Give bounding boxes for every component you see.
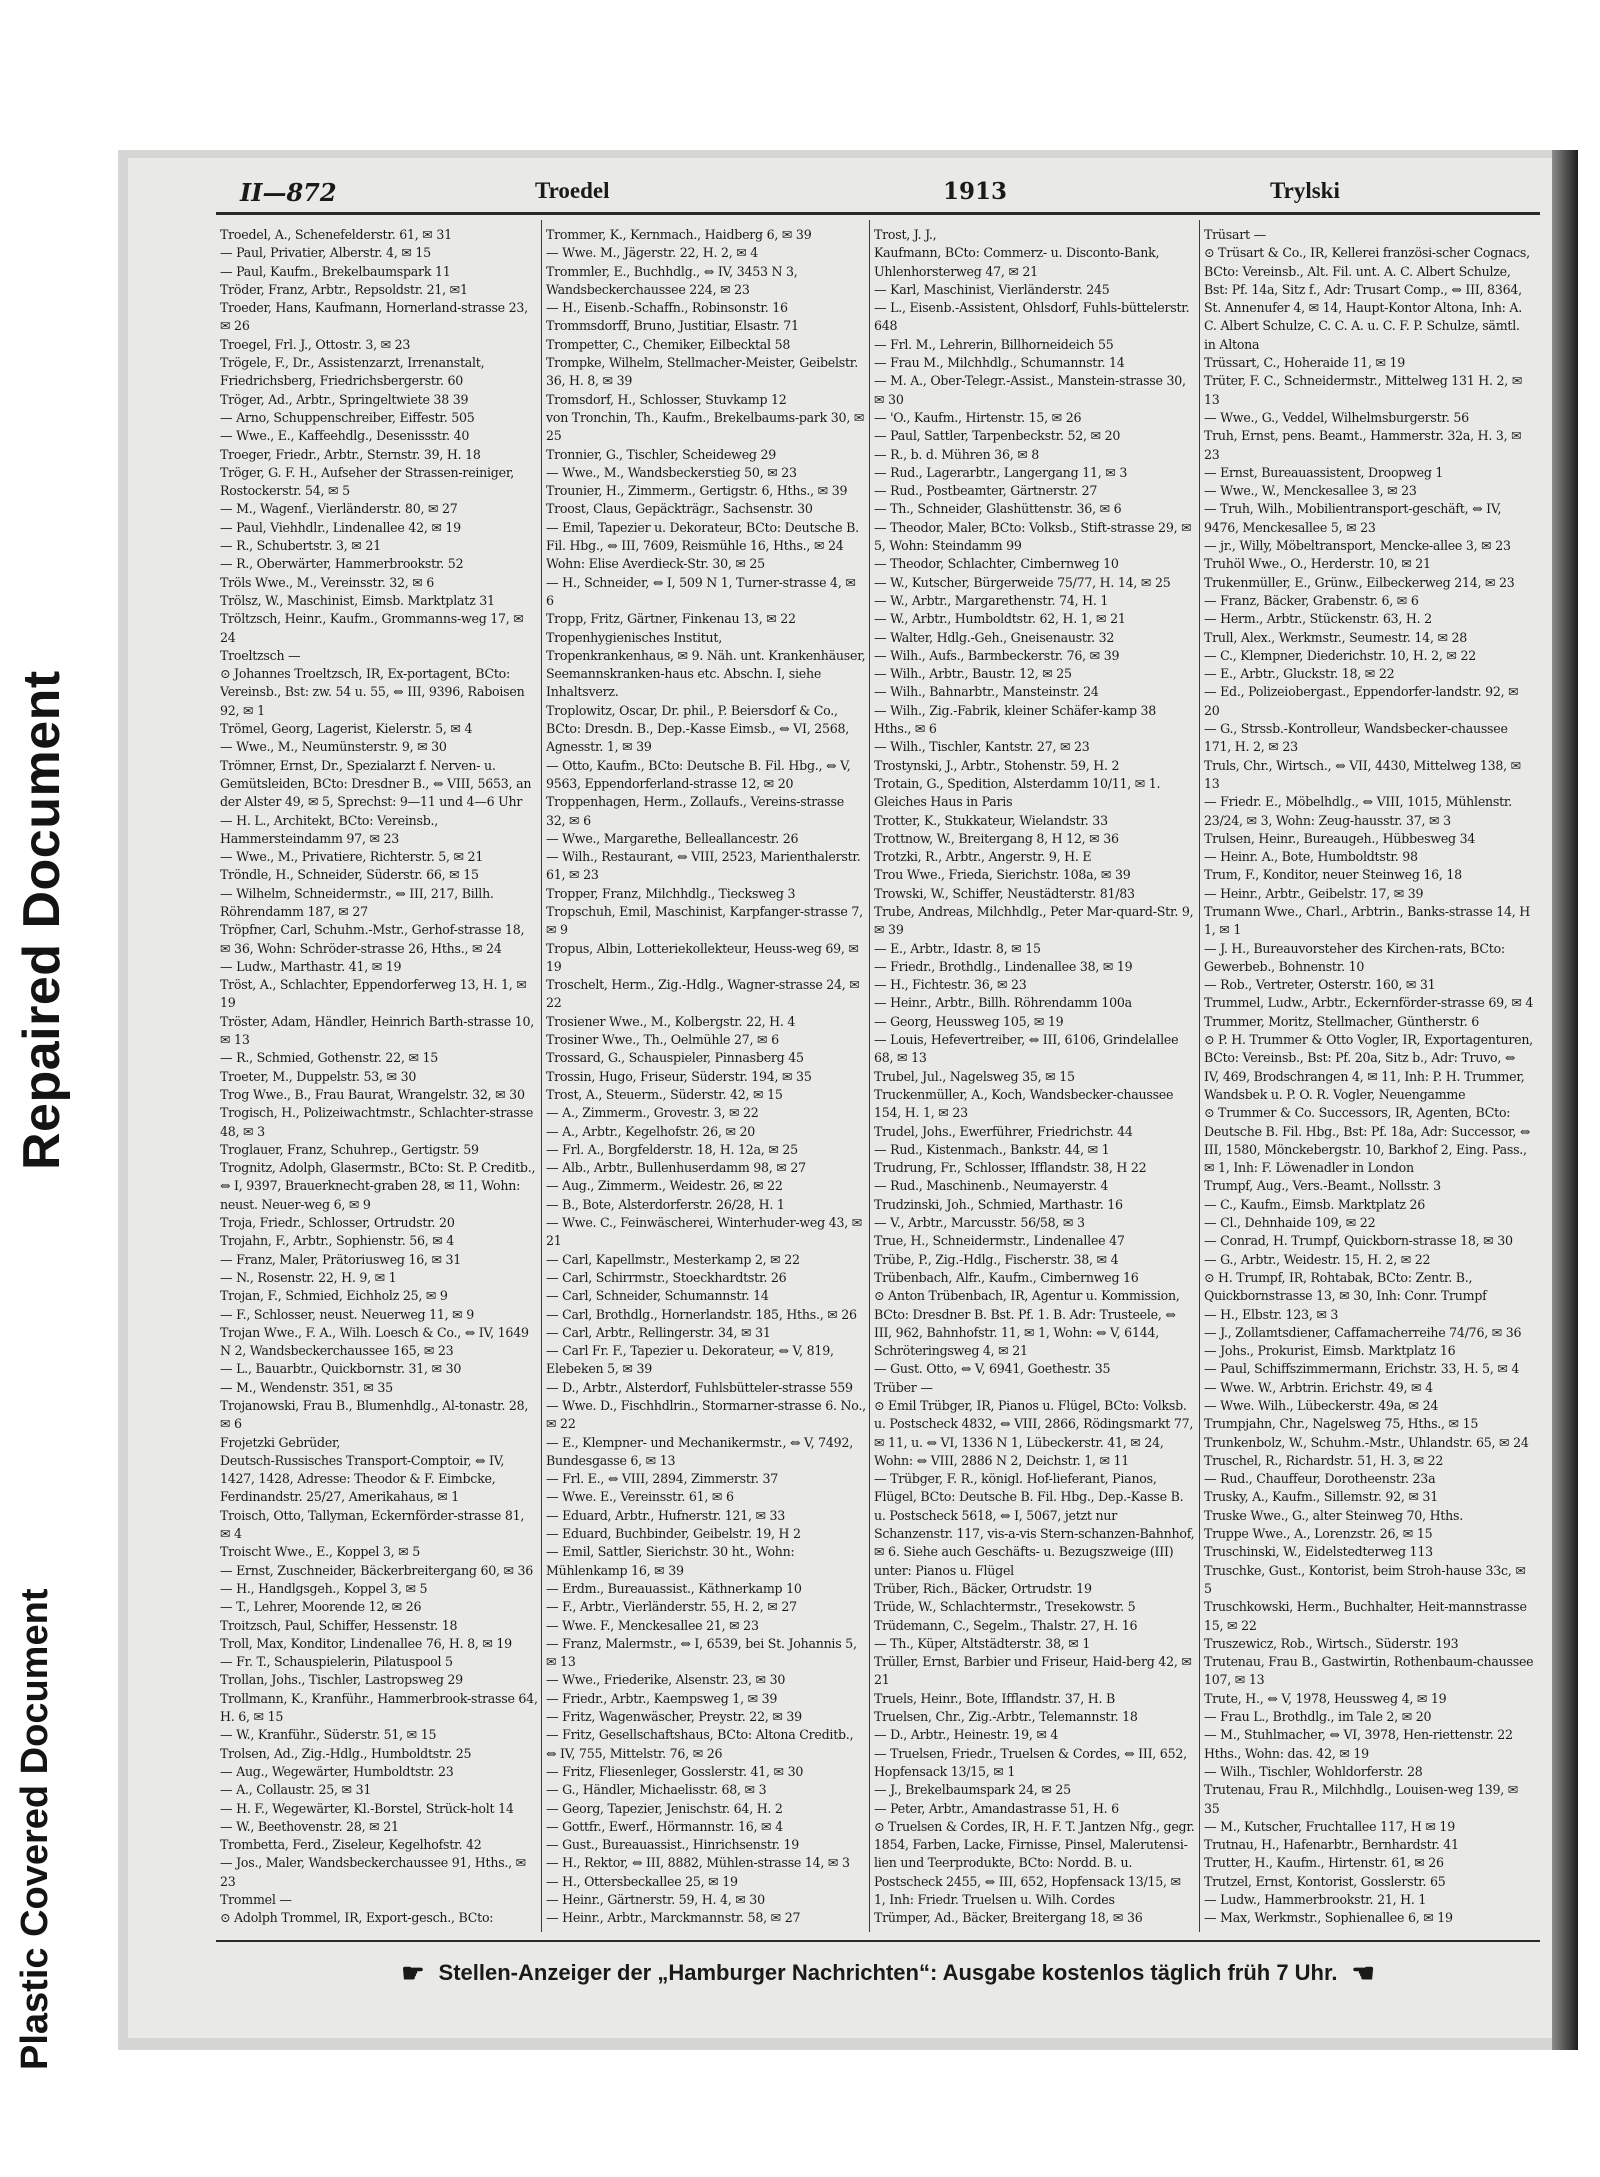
directory-entry: — Wwe. E., Vereinsstr. 61, ✉ 6 <box>546 1489 734 1505</box>
pointing-hand-icon: ☛ <box>401 1957 425 1988</box>
directory-entry: — W., Kutscher, Bürgerweide 75/77, H. 14, ✉ 25 <box>874 574 1171 590</box>
directory-entry: Trummer, Moritz, Stellmacher, Güntherstr. 6 <box>1204 1013 1479 1029</box>
directory-entry: Troischt Wwe., E., Koppel 3, ✉ 5 <box>220 1544 420 1560</box>
directory-entry: — Jos., Maler, Wandsbeckerchaussee 91, Hths., ✉ 23 <box>220 1855 526 1889</box>
directory-entry: Frojetzki Gebrüder, <box>220 1434 341 1450</box>
directory-entry: — Aug., Zimmerm., Weidestr. 26, ✉ 22 <box>546 1178 783 1194</box>
directory-entry: — Rud., Lagerarbtr., Langergang 11, ✉ 3 <box>874 464 1128 480</box>
directory-entry: Troja, Friedr., Schlosser, Ortrudstr. 20 <box>220 1215 455 1231</box>
directory-entry: ⊙ Adolph Trommel, IR, Export-gesch., BCto: <box>220 1910 494 1926</box>
directory-entry: — E., Arbtr., Idastr. 8, ✉ 15 <box>874 940 1041 956</box>
directory-entry: — Carl Fr. F., Tapezier u. Dekorateur, ⇔ V, 819, Elebeken 5, ✉ 39 <box>546 1343 834 1377</box>
directory-entry: Kaufmann, BCto: Commerz- u. Disconto-Bank, Uhlenhorsterweg 47, ✉ 21 <box>874 245 1160 279</box>
directory-entry: Trutenau, Frau B., Gastwirtin, Rothenbaum-chaussee 107, ✉ 13 <box>1204 1654 1534 1688</box>
directory-entry: — Paul, Privatier, Alberstr. 4, ✉ 15 <box>220 245 431 261</box>
directory-entry: Truszewicz, Rob., Wirtsch., Süderstr. 193 <box>1204 1635 1459 1651</box>
directory-entry: — L., Bauarbtr., Quickbornstr. 31, ✉ 30 <box>220 1361 462 1377</box>
directory-entry: — Fritz, Fliesenleger, Gosslerstr. 41, ✉ 30 <box>546 1763 804 1779</box>
edition-year: 1913 <box>943 178 1008 205</box>
directory-entry: — H. F., Wegewärter, Kl.-Borstel, Strück-holt 14 <box>220 1800 514 1816</box>
directory-entry: ⊙ Johannes Troeltzsch, IR, Ex-portagent, BCto: Vereinsb., Bst: zw. 54 u. 55, ⇔ III, 9396, Raboisen 92, ✉ 1 <box>220 666 525 718</box>
directory-entry: — Wwe., Margarethe, Belleallancestr. 26 <box>546 830 799 846</box>
directory-entry: — Wilh., Arbtr., Baustr. 12, ✉ 25 <box>874 666 1072 682</box>
running-head <box>240 178 1530 212</box>
directory-entry: Troll, Max, Konditor, Lindenallee 76, H. 8, ✉ 19 <box>220 1635 512 1651</box>
directory-entry: — E., Arbtr., Gluckstr. 18, ✉ 22 <box>1204 666 1395 682</box>
directory-entry: — Gust. Otto, ⇔ V, 6941, Goethestr. 35 <box>874 1361 1111 1377</box>
directory-entry: Trojahn, F., Arbtr., Sophienstr. 56, ✉ 4 <box>220 1233 455 1249</box>
directory-entry: Truschke, Gust., Kontorist, beim Stroh-hause 33c, ✉ 5 <box>1204 1562 1526 1596</box>
directory-entry: ⊙ P. H. Trummer & Otto Vogler, IR, Exportagenturen, BCto: Vereinsb., Bst: Pf. 20a, Sitz b., Adr: Truvo, ⇔ IV, 469, Brodschrangen 4, ✉ 11, Inh: P. H. Trummer, Wandsbek u. P. O. R. Vogler, Neuengamme <box>1204 1032 1533 1102</box>
directory-entry: Trommer, K., Kernmach., Haidberg 6, ✉ 39 <box>546 227 812 242</box>
footer-rule <box>216 1940 1540 1942</box>
directory-entry: — Carl, Schirrmstr., Stoeckhardtstr. 26 <box>546 1269 787 1285</box>
directory-entry: Trutnau, H., Hafenarbtr., Bernhardstr. 41 <box>1204 1837 1459 1853</box>
directory-entry: — Cl., Dehnhaide 109, ✉ 22 <box>1204 1215 1376 1231</box>
directory-entry: ⊙ H. Trumpf, IR, Rohtabak, BCto: Zentr. B., Quickbornstrasse 13, ✉ 30, Inh: Conr. Trumpf <box>1204 1269 1487 1304</box>
page-edge-shadow <box>1552 150 1578 2050</box>
directory-entry: — H., Elbstr. 123, ✉ 3 <box>1204 1306 1339 1322</box>
directory-entry: Trölsz, W., Maschinist, Eimsb. Marktplatz 31 <box>220 592 495 608</box>
directory-entry: Trottnow, W., Breitergang 8, H 12, ✉ 36 <box>874 830 1119 846</box>
directory-entry: — Wilh., Restaurant, ⇔ VIII, 2523, Marienthalerstr. 61, ✉ 23 <box>546 849 861 883</box>
directory-entry: Trotzki, R., Arbtr., Angerstr. 9, H. E <box>874 849 1092 865</box>
directory-entry: Trompke, Wilhelm, Stellmacher-Meister, Geibelstr. 36, H. 8, ✉ 39 <box>546 355 858 389</box>
directory-entry: Trompetter, C., Chemiker, Eilbecktal 58 <box>546 336 791 352</box>
directory-entry: Tröder, Franz, Arbtr., Repsoldstr. 21, ✉1 <box>220 281 468 297</box>
directory-entry: Tröster, Adam, Händler, Heinrich Barth-strasse 10, ✉ 13 <box>220 1013 534 1048</box>
directory-entry: Trull, Alex., Werkmstr., Seumestr. 14, ✉ 28 <box>1204 629 1468 645</box>
directory-entry: — Wilh., Tischler, Kantstr. 27, ✉ 23 <box>874 739 1090 755</box>
directory-entry: — Emil, Sattler, Sierichstr. 30 ht., Wohn: Mühlenkamp 16, ✉ 39 <box>546 1544 795 1578</box>
directory-entry: Trummel, Ludw., Arbtr., Eckernförder-strasse 69, ✉ 4 <box>1204 995 1534 1011</box>
directory-entry: Trögele, F., Dr., Assistenzarzt, Irrenanstalt, Friedrichsberg, Friedrichsbergerstr. 60 <box>220 355 485 389</box>
directory-entry: — M., Stuhlmacher, ⇔ VI, 3978, Hen-riettenstr. 22 Hths., Wohn: das. 42, ✉ 19 <box>1204 1727 1513 1761</box>
directory-entry: Tröst, A., Schlachter, Eppendorferweg 13, H. 1, ✉ 19 <box>220 977 527 1011</box>
directory-entry: Troschelt, Herm., Zig.-Hdlg., Wagner-strasse 24, ✉ 22 <box>546 977 860 1011</box>
directory-column-4 <box>1204 226 1534 1926</box>
directory-entry: — Wwe. D., Fischhdlrin., Stormarner-strasse 6. No., ✉ 22 <box>546 1398 866 1432</box>
directory-entry: Trunkenbolz, W., Schuhm.-Mstr., Uhlandstr. 65, ✉ 24 <box>1204 1434 1529 1450</box>
directory-entry: Truschinski, W., Eidelstedterweg 113 <box>1204 1544 1433 1560</box>
directory-entry: — A., Arbtr., Kegelhofstr. 26, ✉ 20 <box>546 1123 756 1139</box>
directory-entry: — Erdm., Bureauassist., Käthnerkamp 10 <box>546 1580 802 1596</box>
directory-entry: Trutter, H., Kaufm., Hirtenstr. 61, ✉ 26 <box>1204 1855 1444 1871</box>
guide-word-first: Troedel <box>535 178 610 203</box>
directory-entry: — Heinr., Arbtr., Geibelstr. 17, ✉ 39 <box>1204 885 1424 901</box>
directory-entry: — Friedr. E., Möbelhdlg., ⇔ VIII, 1015, Mühlenstr. 23/24, ✉ 3, Wohn: Zeug-hausstr. 37, ✉ 3 <box>1204 794 1513 828</box>
directory-entry: — M., Wagenf., Vierländerstr. 80, ✉ 27 <box>220 501 458 517</box>
directory-entry: — Franz, Bäcker, Grabenstr. 6, ✉ 6 <box>1204 592 1419 608</box>
directory-entry: Trolsen, Ad., Zig.-Hdlg., Humboldtstr. 25 <box>220 1745 472 1761</box>
directory-entry: Deutsch-Russisches Transport-Comptoir, ⇔ IV, 1427, 1428, Adresse: Theodor & F. Eimbcke, Ferdinandstr. 25/27, Amerikahaus, ✉ 1 <box>220 1452 505 1505</box>
directory-entry: — Wwe., M., Neumünsterstr. 9, ✉ 30 <box>220 739 447 755</box>
directory-entry: Trojan Wwe., F. A., Wilh. Loesch & Co., ⇔ IV, 1649 N 2, Wandsbeckerchaussee 165, ✉ 23 <box>220 1324 529 1359</box>
directory-entry: — Heinr., Arbtr., Billh. Röhrendamm 100a <box>874 995 1132 1011</box>
directory-entry: — Wwe. F., Menckesallee 21, ✉ 23 <box>546 1617 759 1633</box>
directory-entry: — T., Lehrer, Moorende 12, ✉ 26 <box>220 1599 422 1615</box>
directory-entry: Tronnier, G., Tischler, Scheideweg 29 <box>546 446 777 462</box>
directory-entry: Trostynski, J., Arbtr., Stohenstr. 59, H. 2 <box>874 757 1120 773</box>
directory-entry: Tropenkrankenhaus, ✉ 9. Näh. unt. Krankenhäuser, Seemannskranken-haus etc. Abschn. I, siehe Inhaltsverz. <box>546 647 866 700</box>
directory-entry: — Wwe. M., Jägerstr. 22, H. 2, ✉ 4 <box>546 245 759 261</box>
directory-entry: Troeter, M., Duppelstr. 53, ✉ 30 <box>220 1068 417 1084</box>
directory-entry: — Gust., Bureauassist., Hinrichsenstr. 19 <box>546 1837 800 1853</box>
directory-entry: — Otto, Kaufm., BCto: Deutsche B. Fil. Hbg., ⇔ V, 9563, Eppendorferland-strasse 12, ✉ 20 <box>546 757 851 791</box>
directory-entry: — Alb., Arbtr., Bullenhuserdamm 98, ✉ 27 <box>546 1160 806 1176</box>
directory-entry: — Rud., Postbeamter, Gärtnerstr. 27 <box>874 483 1098 499</box>
directory-entry: — Frau M., Milchhdlg., Schumannstr. 14 <box>874 355 1125 371</box>
directory-entry: Trollmann, K., Kranführ., Hammerbrook-strasse 64, H. 6, ✉ 15 <box>220 1690 538 1725</box>
directory-entry: — Eduard, Arbtr., Hufnerstr. 121, ✉ 33 <box>546 1507 786 1523</box>
directory-entry: — W., Beethovenstr. 28, ✉ 21 <box>220 1818 399 1834</box>
directory-entry: Troppenhagen, Herm., Zollaufs., Vereins-strasse 32, ✉ 6 <box>546 794 844 828</box>
directory-entry: Trost, A., Steuerm., Süderstr. 42, ✉ 15 <box>546 1086 783 1102</box>
directory-entry: Troeder, Hans, Kaufmann, Hornerland-strasse 23, ✉ 26 <box>220 300 528 334</box>
directory-entry: ⊙ Anton Trübenbach, IR, Agentur u. Kommission, BCto: Dresdner B. Bst. Pf. 1. B. Adr: Trusteele, ⇔ III, 962, Bahnhofstr. 11, ✉ 1, Wohn: ⇔ V, 6144, Schröteringsweg 4, ✉ 21 <box>874 1288 1180 1359</box>
directory-entry: Trüssart, C., Hoheraide 11, ✉ 19 <box>1204 355 1406 371</box>
directory-entry: — H., Eisenb.-Schaffn., Robinsonstr. 16 <box>546 300 788 316</box>
column-divider <box>541 220 542 1932</box>
directory-entry: Trutenau, Frau R., Milchhdlg., Louisen-weg 139, ✉ 35 <box>1204 1782 1519 1816</box>
pointing-hand-icon: ☚ <box>1351 1957 1375 1988</box>
directory-column-2 <box>546 226 866 1926</box>
directory-entry: Truppe Wwe., A., Lorenzstr. 26, ✉ 15 <box>1204 1526 1433 1542</box>
directory-entry: — Franz, Maler, Prätoriusweg 16, ✉ 31 <box>220 1251 462 1267</box>
directory-entry: — C., Kaufm., Eimsb. Marktplatz 26 <box>1204 1196 1426 1212</box>
directory-entry: Trusky, A., Kaufm., Sillemstr. 92, ✉ 31 <box>1204 1489 1438 1505</box>
directory-entry: Truckenmüller, A., Koch, Wandsbecker-chaussee 154, H. 1, ✉ 23 <box>874 1086 1174 1121</box>
directory-entry: — J., Zollamtsdiener, Caffamacherreihe 74/76, ✉ 36 <box>1204 1324 1522 1340</box>
directory-entry: Trulsen, Heinr., Bureaugeh., Hübbesweg 34 <box>1204 830 1476 846</box>
directory-entry: Trommler, E., Buchhdlg., ⇔ IV, 3453 N 3, Wandsbeckerchaussee 224, ✉ 23 <box>546 263 798 297</box>
guide-word-last: Trylski <box>1270 178 1340 203</box>
directory-entry: — Friedr., Brothdlg., Lindenallee 38, ✉ 19 <box>874 958 1133 974</box>
directory-entry: Truh, Ernst, pens. Beamt., Hammerstr. 32a, H. 3, ✉ 23 <box>1204 428 1522 462</box>
directory-entry: ⊙ Emil Trübger, IR, Pianos u. Flügel, BCto: Volksb. u. Postscheck 4832, ⇔ VIII, 2866, Rödingsmarkt 77, ✉ 11, u. ⇔ VI, 1336 N 1, Lübeckerstr. 41, ✉ 24, Wohn: ⇔ VIII, 2886 N 2, Deichstr. 1, ✉ 11 <box>874 1398 1194 1468</box>
directory-entry: Troglauer, Franz, Schuhrep., Gertigstr. 59 <box>220 1141 479 1157</box>
directory-entry: Trumpjahn, Chr., Nagelsweg 75, Hths., ✉ 15 <box>1204 1416 1479 1432</box>
directory-entry: — Fritz, Wagenwäscher, Preystr. 22, ✉ 39 <box>546 1709 802 1725</box>
directory-entry: — Wwe., G., Veddel, Wilhelmsburgerstr. 56 <box>1204 409 1469 425</box>
directory-entry: — Wwe., E., Kaffeehdlg., Desenissstr. 40 <box>220 428 470 444</box>
directory-entry: Tropenhygienisches Institut, <box>546 629 722 645</box>
directory-entry: — Ernst, Zuschneider, Bäckerbreitergang 60, ✉ 36 <box>220 1562 534 1578</box>
directory-entry: — Carl, Schneider, Schumannstr. 14 <box>546 1288 769 1304</box>
directory-entry: Trost, J. J., <box>874 227 937 242</box>
directory-entry: Trubel, Jul., Nagelsweg 35, ✉ 15 <box>874 1068 1075 1084</box>
directory-entry: — Heinr., Arbtr., Marckmannstr. 58, ✉ 27 <box>546 1910 801 1926</box>
directory-entry: — G., Arbtr., Weidestr. 15, H. 2, ✉ 22 <box>1204 1251 1431 1267</box>
directory-entry: Trudzinski, Joh., Schmied, Marthastr. 16 <box>874 1196 1123 1212</box>
footer-ad-text: Stellen-Anzeiger der „Hamburger Nachrichten“: Ausgabe kostenlos täglich früh 7 Uhr. <box>438 1960 1338 1985</box>
directory-entry: von Tronchin, Th., Kaufm., Brekelbaums-park 30, ✉ 25 <box>546 409 865 444</box>
directory-entry: — Wwe., Friederike, Alsenstr. 23, ✉ 30 <box>546 1672 786 1688</box>
directory-entry: — G., Händler, Michaelisstr. 68, ✉ 3 <box>546 1782 767 1798</box>
directory-entry: Trotain, G., Spedition, Alsterdamm 10/11, ✉ 1. Gleiches Haus in Paris <box>874 775 1161 810</box>
directory-entry: — A., Collaustr. 25, ✉ 31 <box>220 1782 372 1798</box>
directory-entry: — G., Strssb.-Kontrolleur, Wandsbecker-chaussee 171, H. 2, ✉ 23 <box>1204 721 1508 755</box>
scanned-page <box>118 150 1578 2050</box>
directory-entry: — R., Schubertstr. 3, ✉ 21 <box>220 538 381 554</box>
directory-entry: — Ludw., Hammerbrookstr. 21, H. 1 <box>1204 1892 1427 1908</box>
directory-entry: — C., Klempner, Diederichstr. 10, H. 2, ✉ 22 <box>1204 647 1476 663</box>
directory-entry: Tröpfner, Carl, Schuhm.-Mstr., Gerhof-strasse 18, ✉ 36, Wohn: Schröder-strasse 26, Hths., ✉ 24 <box>220 922 525 956</box>
directory-entry: Troitzsch, Paul, Schiffer, Hessenstr. 18 <box>220 1617 458 1633</box>
directory-entry: — Theodor, Maler, BCto: Volksb., Stift-strasse 29, ✉ 5, Wohn: Steindamm 99 <box>874 519 1192 554</box>
directory-entry: — Gottfr., Ewerf., Hörmannstr. 16, ✉ 4 <box>546 1818 783 1834</box>
directory-entry: — Paul, Schiffszimmermann, Erichstr. 33, H. 5, ✉ 4 <box>1204 1361 1520 1377</box>
directory-entry: Trowski, W., Schiffer, Neustädterstr. 81/83 <box>874 885 1135 901</box>
directory-entry: — Frl. A., Borgfelderstr. 18, H. 12a, ✉ 25 <box>546 1141 798 1157</box>
directory-entry: Tropus, Albin, Lotteriekollekteur, Heuss-weg 69, ✉ 19 <box>546 940 859 974</box>
directory-entry: — Wilhelm, Schneidermstr., ⇔ III, 217, Billh. Röhrendamm 187, ✉ 27 <box>220 885 494 919</box>
directory-entry: — Friedr., Arbtr., Kaempsweg 1, ✉ 39 <box>546 1690 778 1706</box>
header-rule <box>216 212 1540 215</box>
directory-entry: — Wilh., Bahnarbtr., Mansteinstr. 24 <box>874 684 1099 700</box>
column-divider <box>1199 220 1200 1932</box>
directory-entry: Trüber — <box>874 1379 933 1395</box>
directory-entry: Trüde, W., Schlachtermstr., Tresekowstr. 5 <box>874 1599 1136 1615</box>
directory-entry: Tröger, G. F. H., Aufseher der Strassen-reiniger, Rostockerstr. 54, ✉ 5 <box>220 464 514 499</box>
directory-entry: Trossard, G., Schauspieler, Pinnasberg 45 <box>546 1050 804 1066</box>
directory-entry: Trosiner Wwe., Th., Oelmühle 27, ✉ 6 <box>546 1032 779 1048</box>
directory-entry: Trosiener Wwe., M., Kolbergstr. 22, H. 4 <box>546 1013 796 1029</box>
directory-entry: — Paul, Sattler, Tarpenbeckstr. 52, ✉ 20 <box>874 428 1121 444</box>
directory-column-1 <box>220 226 538 1926</box>
directory-entry: Tropper, Franz, Milchhdlg., Tiecksweg 3 <box>546 885 796 901</box>
directory-entry: Trounier, H., Zimmerm., Gertigstr. 6, Hths., ✉ 39 <box>546 483 848 499</box>
directory-entry: — Frl. M., Lehrerin, Billhorneideich 55 <box>874 336 1114 352</box>
directory-entry: Trübenbach, Alfr., Kaufm., Cimbernweg 16 <box>874 1269 1139 1285</box>
directory-entry: — Wwe., M., Privatiere, Richterstr. 5, ✉ 21 <box>220 849 484 865</box>
directory-entry: Trüter, F. C., Schneidermstr., Mittelweg 131 H. 2, ✉ 13 <box>1204 373 1523 407</box>
directory-entry: — Trübger, F. R., königl. Hof-lieferant, Pianos, Flügel, BCto: Deutsche B. Fil. Hbg., Dep.-Kasse B. u. Postscheck 5618, ⇔ I, 5067, jetzt nur Schanzenstr. 117, vis-a-vis Stern-schanzen-Bahnhof, ✉ 6. Siehe auch Geschäfts- u. Bezugszweige (III) unter: Pianos u. Flügel <box>874 1471 1195 1578</box>
directory-entry: — W., Kranführ., Süderstr. 51, ✉ 15 <box>220 1727 437 1743</box>
directory-entry: — Ed., Polizeiobergast., Eppendorfer-landstr. 92, ✉ 20 <box>1204 684 1519 718</box>
directory-entry: Truls, Chr., Wirtsch., ⇔ VII, 4430, Mittelweg 138, ✉ 13 <box>1204 757 1521 791</box>
directory-entry: Trömel, Georg, Lagerist, Kielerstr. 5, ✉ 4 <box>220 721 473 737</box>
directory-entry: Trumpf, Aug., Vers.-Beamt., Nollsstr. 3 <box>1204 1178 1441 1194</box>
directory-entry: Tropschuh, Emil, Maschinist, Karpfanger-strasse 7, ✉ 9 <box>546 903 863 938</box>
directory-column-3 <box>874 226 1196 1926</box>
directory-entry: — H., Schneider, ⇔ I, 509 N 1, Turner-strasse 4, ✉ 6 <box>546 574 856 608</box>
directory-entry: Troedel, A., Schenefelderstr. 61, ✉ 31 <box>220 227 452 242</box>
directory-entry: — Louis, Hefevertreiber, ⇔ III, 6106, Grindelallee 68, ✉ 13 <box>874 1032 1179 1066</box>
directory-entry: True, H., Schneidermstr., Lindenallee 47 <box>874 1233 1125 1249</box>
directory-entry: — Eduard, Buchbinder, Geibelstr. 19, H 2 <box>546 1526 801 1542</box>
directory-entry: — Aug., Wegewärter, Humboldtstr. 23 <box>220 1763 454 1779</box>
directory-entry: — Carl, Arbtr., Rellingerstr. 34, ✉ 31 <box>546 1324 771 1340</box>
directory-entry: — R., b. d. Mühren 36, ✉ 8 <box>874 446 1040 462</box>
directory-entry: — Arno, Schuppenschreiber, Eiffestr. 505 <box>220 409 475 425</box>
directory-entry: — E., Klempner- und Mechanikermstr., ⇔ V, 7492, Bundesgasse 6, ✉ 13 <box>546 1434 853 1468</box>
directory-entry: Trüller, Ernst, Barbier und Friseur, Haid-berg 42, ✉ 21 <box>874 1654 1192 1688</box>
directory-entry: — Wwe., W., Menckesallee 3, ✉ 23 <box>1204 483 1417 499</box>
directory-entry: ⊙ Trüsart & Co., IR, Kellerei französi-scher Cognacs, BCto: Vereinsb., Alt. Fil. unt. A. C. Albert Schulze, Bst: Pf. 14a, Sitz f., Adr: Trusart Comp., ⇔ III, 8364, St. Annenufer 4, ✉ 14, Haupt-Kontor Altona, Inh: A. C. Albert Schulze, C. C. A. u. C. F. P. Schulze, sämtl. in Altona <box>1204 245 1530 352</box>
directory-entry: Troplowitz, Oscar, Dr. phil., P. Beiersdorf & Co., BCto: Dresdn. B., Dep.-Kasse Eimsb., ⇔ VI, 2568, Agnesstr. 1, ✉ 39 <box>546 702 850 755</box>
directory-entry: Trüsart — <box>1204 227 1266 242</box>
directory-entry: Troisch, Otto, Tallyman, Eckernförder-strasse 81, ✉ 4 <box>220 1507 525 1542</box>
directory-entry: Tröndle, H., Schneider, Süderstr. 66, ✉ 15 <box>220 867 479 883</box>
directory-entry: — D., Arbtr., Heinestr. 19, ✉ 4 <box>874 1727 1059 1743</box>
directory-entry: — F., Arbtr., Vierländerstr. 55, H. 2, ✉ 27 <box>546 1599 797 1615</box>
directory-entry: — V., Arbtr., Marcusstr. 56/58, ✉ 3 <box>874 1215 1085 1231</box>
directory-entry: — R., Schmied, Gothenstr. 22, ✉ 15 <box>220 1050 439 1066</box>
directory-entry: — Theodor, Schlachter, Cimbernweg 10 <box>874 556 1119 572</box>
directory-entry: Trum, F., Konditor, neuer Steinweg 16, 18 <box>1204 867 1462 883</box>
directory-entry: Tröls Wwe., M., Vereinsstr. 32, ✉ 6 <box>220 574 435 590</box>
directory-entry: — Wilh., Tischler, Wohldorferstr. 28 <box>1204 1763 1423 1779</box>
directory-entry: — M. A., Ober-Telegr.-Assist., Manstein-strasse 30, ✉ 30 <box>874 373 1186 407</box>
directory-entry: Tröger, Ad., Arbtr., Springeltwiete 38 39 <box>220 391 469 407</box>
directory-entry: — H., Rektor, ⇔ III, 8882, Mühlen-strasse 14, ✉ 3 <box>546 1855 850 1871</box>
directory-entry: — H., Handlgsgeh., Koppel 3, ✉ 5 <box>220 1580 428 1596</box>
directory-entry: — Rob., Vertreter, Osterstr. 160, ✉ 31 <box>1204 977 1436 993</box>
directory-entry: Truelsen, Chr., Zig.-Arbtr., Telemannstr. 18 <box>874 1709 1138 1725</box>
footer-advertisement <box>288 1956 1488 1990</box>
directory-entry: ⊙ Truelsen & Cordes, IR, H. F. T. Jantzen Nfg., gegr. 1854, Farben, Lacke, Firnisse, Pinsel, Malerutensi-lien und Teerprodukte, BCto: Nordd. B. u. Postscheck 2455, ⇔ III, 652, Hopfensack 13/15, ✉ 1, Inh: Friedr. Truelsen u. Wilh. Cordes <box>874 1818 1195 1908</box>
directory-entry: — Rud., Kistenmach., Bankstr. 44, ✉ 1 <box>874 1141 1110 1157</box>
directory-entry: — Truelsen, Friedr., Truelsen & Cordes, ⇔ III, 652, Hopfensack 13/15, ✉ 1 <box>874 1745 1187 1779</box>
directory-entry: — H., Ottersbeckallee 25, ✉ 19 <box>546 1873 738 1889</box>
directory-entry: — Rud., Chauffeur, Dorotheenstr. 23a <box>1204 1471 1436 1487</box>
directory-entry: — N., Rosenstr. 22, H. 9, ✉ 1 <box>220 1269 397 1285</box>
directory-entry: — F., Schlosser, neust. Neuerweg 11, ✉ 9 <box>220 1306 474 1322</box>
directory-entry: Trossin, Hugo, Friseur, Süderstr. 194, ✉ 35 <box>546 1068 812 1084</box>
directory-entry: — J., Brekelbaumspark 24, ✉ 25 <box>874 1782 1071 1798</box>
directory-entry: — Peter, Arbtr., Amandastrasse 51, H. 6 <box>874 1800 1119 1816</box>
directory-entry: Trommsdorff, Bruno, Justitiar, Elsastr. 71 <box>546 318 799 334</box>
directory-entry: Trute, H., ⇔ V, 1978, Heussweg 4, ✉ 19 <box>1204 1690 1447 1706</box>
directory-entry: — M., Wendenstr. 351, ✉ 35 <box>220 1379 393 1395</box>
directory-entry: Truels, Heinr., Bote, Ifflandstr. 37, H. B <box>874 1690 1116 1706</box>
directory-entry: Trudrung, Fr., Schlosser, Ifflandstr. 38, H 22 <box>874 1160 1147 1176</box>
directory-entry: — W., Arbtr., Humboldtstr. 62, H. 1, ✉ 21 <box>874 611 1126 627</box>
directory-entry: — Wwe., M., Wandsbeckerstieg 50, ✉ 23 <box>546 464 797 480</box>
directory-entry: Trognitz, Adolph, Glasermstr., BCto: St. P. Creditb., ⇔ I, 9397, Brauerknecht-graben 28, ✉ 11, Wohn: neust. Neuer-weg 6, ✉ 9 <box>220 1160 536 1212</box>
directory-entry: Trotter, K., Stukkateur, Wielandstr. 33 <box>874 812 1108 828</box>
directory-entry: — H., Fichtestr. 36, ✉ 23 <box>874 977 1027 993</box>
directory-entry: — B., Bote, Alsterdorferstr. 26/28, H. 1 <box>546 1196 785 1212</box>
directory-entry: — Georg, Heussweg 105, ✉ 19 <box>874 1013 1064 1029</box>
directory-entry: — Wwe. C., Feinwäscherei, Winterhuder-weg 43, ✉ 21 <box>546 1215 863 1249</box>
directory-entry: — Wilh., Zig.-Fabrik, kleiner Schäfer-kamp 38 Hths., ✉ 6 <box>874 702 1157 737</box>
directory-entry: — Heinr., Gärtnerstr. 59, H. 4, ✉ 30 <box>546 1892 765 1908</box>
directory-entry: — Ernst, Bureauassistent, Droopweg 1 <box>1204 464 1444 480</box>
directory-entry: — Th., Küper, Altstädterstr. 38, ✉ 1 <box>874 1635 1091 1651</box>
directory-entry: — D., Arbtr., Alsterdorf, Fuhlsbütteler-strasse 559 <box>546 1379 853 1395</box>
directory-entry: — Wilh., Aufs., Barmbeckerstr. 76, ✉ 39 <box>874 647 1120 663</box>
directory-entry: Tropp, Fritz, Gärtner, Finkenau 13, ✉ 22 <box>546 611 796 627</box>
directory-entry: Trömner, Ernst, Dr., Spezialarzt f. Nerven- u. Gemütsleiden, BCto: Dresdner B., ⇔ VIII, 5653, an der Alster 49, ✉ 5, Sprechst: 9—11 und 4—6 Uhr <box>220 757 532 810</box>
directory-entry: — Herm., Arbtr., Stückenstr. 63, H. 2 <box>1204 611 1432 627</box>
directory-entry: Truske Wwe., G., alter Steinweg 70, Hths. <box>1204 1507 1463 1523</box>
directory-entry: — Truh, Wilh., Mobilientransport-geschäft, ⇔ IV, 9476, Menckesallee 5, ✉ 23 <box>1204 501 1502 535</box>
directory-entry: Truschel, R., Richardstr. 51, H. 3, ✉ 22 <box>1204 1452 1444 1468</box>
directory-entry: — Franz, Malermstr., ⇔ I, 6539, bei St. Johannis 5, ✉ 13 <box>546 1635 857 1670</box>
directory-entry: — J. H., Bureauvorsteher des Kirchen-rats, BCto: Gewerbeb., Bohnenstr. 10 <box>1204 940 1505 974</box>
directory-entry: — 'O., Kaufm., Hirtenstr. 15, ✉ 26 <box>874 409 1082 425</box>
directory-entry: — Wwe. Wilh., Lübeckerstr. 49a, ✉ 24 <box>1204 1398 1439 1413</box>
directory-entry: Trogisch, H., Polizeiwachtmstr., Schlachter-strasse 48, ✉ 3 <box>220 1105 534 1139</box>
directory-entry: Truhöl Wwe., O., Herderstr. 10, ✉ 21 <box>1204 556 1431 572</box>
directory-entry: — jr., Willy, Möbeltransport, Mencke-allee 3, ✉ 23 <box>1204 538 1511 554</box>
directory-entry: ⊙ Trummer & Co. Successors, IR, Agenten, BCto: Deutsche B. Fil. Hbg., Bst: Pf. 18a, Adr: Successor, ⇔ III, 1580, Mönckebergstr. 10, Barkhof 2, Eing. Pass., ✉ 1, Inh: F. Löwenadler in London <box>1204 1105 1531 1176</box>
directory-entry: Tröltzsch, Heinr., Kaufm., Grommanns-weg 17, ✉ 24 <box>220 611 524 645</box>
directory-entry: Trutzel, Ernst, Kontorist, Gosslerstr. 65 <box>1204 1873 1446 1889</box>
directory-entry: — Georg, Tapezier, Jenischstr. 64, H. 2 <box>546 1800 783 1816</box>
directory-entry: — R., Oberwärter, Hammerbrookstr. 52 <box>220 556 464 572</box>
directory-entry: — Karl, Maschinist, Vierländerstr. 245 <box>874 281 1110 297</box>
directory-entry: — H. L., Architekt, BCto: Vereinsb., Hammersteindamm 97, ✉ 23 <box>220 812 439 846</box>
directory-entry: — Paul, Viehhdlr., Lindenallee 42, ✉ 19 <box>220 519 461 535</box>
directory-entry: Trombetta, Ferd., Ziseleur, Kegelhofstr. 42 <box>220 1837 482 1853</box>
directory-entry: — Carl, Kapellmstr., Mesterkamp 2, ✉ 22 <box>546 1251 800 1267</box>
directory-entry: — Walter, Hdlg.-Geh., Gneisenaustr. 32 <box>874 629 1115 645</box>
directory-entry: Troost, Claus, Gepäckträgr., Sachsenstr. 30 <box>546 501 813 517</box>
directory-entry: Troeltzsch — <box>220 647 301 663</box>
directory-entry: — Emil, Tapezier u. Dekorateur, BCto: Deutsche B. Fil. Hbg., ⇔ III, 7609, Reismühle 16, Hths., ✉ 24 Wohn: Elise Averdieck-Str. 30, ✉ 25 <box>546 519 859 572</box>
directory-entry: Trüdemann, C., Segelm., Thalstr. 27, H. 16 <box>874 1617 1138 1633</box>
directory-entry: — Rud., Maschinenb., Neumayerstr. 4 <box>874 1178 1109 1194</box>
directory-entry: Trübe, P., Zig.-Hdlg., Fischerstr. 38, ✉ 4 <box>874 1251 1119 1267</box>
directory-entry: — Wwe. W., Arbtrin. Erichstr. 49, ✉ 4 <box>1204 1379 1433 1395</box>
directory-entry: Trube, Andreas, Milchhdlg., Peter Mar-quard-Str. 9, ✉ 39 <box>874 903 1194 938</box>
directory-entry: Trojan, F., Schmied, Eichholz 25, ✉ 9 <box>220 1288 448 1304</box>
directory-entry: Truschkowski, Herm., Buchhalter, Heit-mannstrasse 15, ✉ 22 <box>1204 1599 1527 1633</box>
directory-entry: Trukenmüller, E., Grünw., Eilbeckerweg 214, ✉ 23 <box>1204 574 1515 590</box>
directory-entry: Trog Wwe., B., Frau Baurat, Wrangelstr. 32, ✉ 30 <box>220 1086 525 1102</box>
directory-entry: — Frl. E., ⇔ VIII, 2894, Zimmerstr. 37 <box>546 1471 779 1487</box>
directory-entry: — Fritz, Gesellschaftshaus, BCto: Altona Creditb., ⇔ IV, 755, Mittelstr. 76, ✉ 26 <box>546 1727 854 1761</box>
page-paper <box>128 158 1552 2038</box>
directory-entry: — Heinr. A., Bote, Humboldtstr. 98 <box>1204 849 1418 865</box>
directory-entry: — Fr. T., Schauspielerin, Pilatuspool 5 <box>220 1654 453 1670</box>
directory-entry: — A., Zimmerm., Grovestr. 3, ✉ 22 <box>546 1105 759 1121</box>
directory-entry: Trumann Wwe., Charl., Arbtrin., Banks-strasse 14, H 1, ✉ 1 <box>1204 903 1531 938</box>
directory-entry: Trudel, Johs., Ewerführer, Friedrichstr. 44 <box>874 1123 1133 1139</box>
directory-entry: — L., Eisenb.-Assistent, Ohlsdorf, Fuhls-büttelerstr. 648 <box>874 300 1190 334</box>
page-number: II—872 <box>240 178 337 207</box>
column-divider <box>869 220 870 1932</box>
directory-entry: — Johs., Prokurist, Eimsb. Marktplatz 16 <box>1204 1343 1456 1359</box>
directory-entry: — Ludw., Marthastr. 41, ✉ 19 <box>220 958 402 974</box>
directory-entry: Trümper, Ad., Bäcker, Breitergang 18, ✉ 36 <box>874 1910 1143 1926</box>
directory-entry: — Max, Werkmstr., Sophienallee 6, ✉ 19 <box>1204 1910 1453 1926</box>
side-strip <box>0 0 100 2177</box>
directory-entry: Trojanowski, Frau B., Blumenhdlg., Al-tonastr. 28, ✉ 6 <box>220 1398 529 1432</box>
directory-entry: — Conrad, H. Trumpf, Quickborn-strasse 18, ✉ 30 <box>1204 1233 1513 1249</box>
plastic-covered-banner: Plastic Covered Document <box>14 1588 56 2070</box>
repaired-document-banner: Repaired Document <box>13 670 71 1170</box>
directory-entry: — Carl, Brothdlg., Hornerlandstr. 185, Hths., ✉ 26 <box>546 1306 857 1322</box>
directory-entry: — Frau L., Brothdlg., im Tale 2, ✉ 20 <box>1204 1709 1432 1725</box>
directory-entry: Trollan, Johs., Tischler, Lastropsweg 29 <box>220 1672 463 1688</box>
directory-entry: — W., Arbtr., Margarethenstr. 74, H. 1 <box>874 592 1109 608</box>
directory-entry: — Paul, Kaufm., Brekelbaumspark 11 <box>220 263 451 279</box>
directory-entry: Tromsdorf, H., Schlosser, Stuvkamp 12 <box>546 391 787 407</box>
directory-entry: Troegel, Frl. J., Ottostr. 3, ✉ 23 <box>220 336 411 352</box>
directory-entry: — Th., Schneider, Glashüttenstr. 36, ✉ 6 <box>874 501 1122 517</box>
directory-entry: — M., Kutscher, Fruchtallee 117, H ✉ 19 <box>1204 1818 1455 1834</box>
directory-entry: Trommel — <box>220 1892 292 1908</box>
directory-entry: Troeger, Friedr., Arbtr., Sternstr. 39, H. 18 <box>220 446 481 462</box>
directory-entry: Trou Wwe., Frieda, Sierichstr. 108a, ✉ 39 <box>874 867 1131 883</box>
directory-entry: Trüber, Rich., Bäcker, Ortrudstr. 19 <box>874 1580 1092 1596</box>
